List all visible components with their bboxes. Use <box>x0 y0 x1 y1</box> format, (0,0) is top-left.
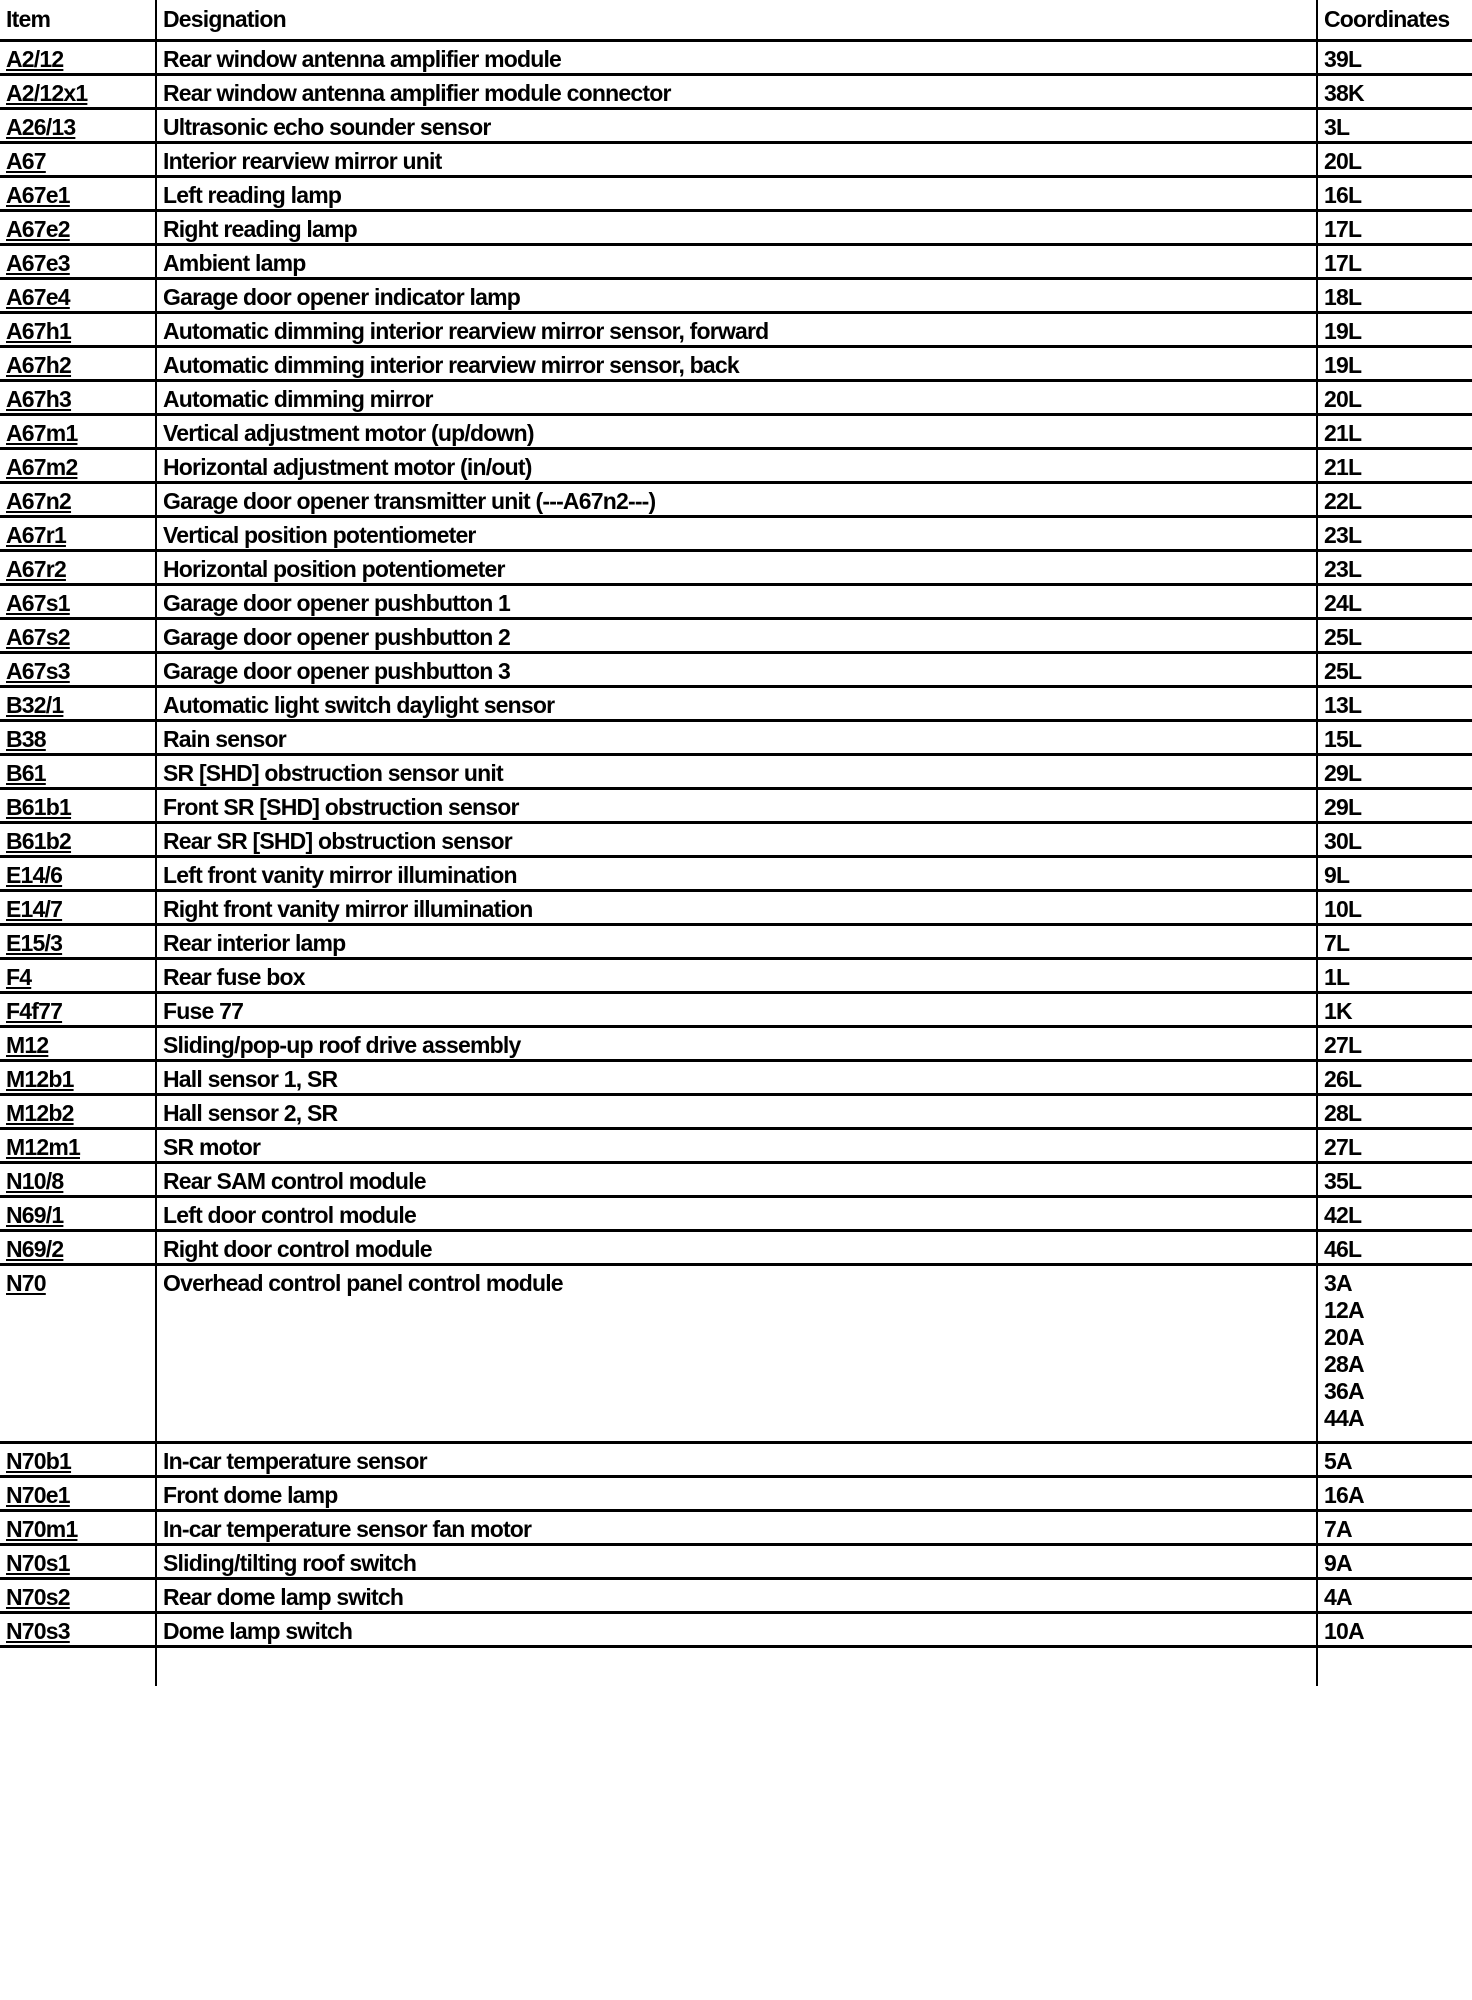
designation-cell: Overhead control panel control module <box>156 1264 1317 1442</box>
designation-cell: Garage door opener indicator lamp <box>156 278 1317 312</box>
coordinates-cell <box>1317 754 1472 788</box>
coordinate-value: 25L <box>1324 657 1362 684</box>
coordinate-value: 26L <box>1324 1065 1362 1092</box>
coordinates-cell <box>1317 890 1472 924</box>
table-row <box>0 890 1472 924</box>
coordinate-value: 7L <box>1324 929 1350 956</box>
designation-cell: Rear dome lamp switch <box>156 1578 1317 1612</box>
coordinate-value: 16A <box>1324 1481 1364 1508</box>
table-row <box>0 550 1472 584</box>
coordinates-cell <box>1317 1510 1472 1544</box>
table-row <box>0 720 1472 754</box>
item-cell <box>0 40 156 74</box>
table-row <box>0 652 1472 686</box>
coordinate-value: 27L <box>1324 1031 1362 1058</box>
coordinate-value: 15L <box>1324 725 1362 752</box>
item-link[interactable]: A26/13 <box>6 113 76 140</box>
coordinates-cell <box>1317 1578 1472 1612</box>
coordinate-value: 39L <box>1324 45 1362 72</box>
coordinates-cell <box>1317 1264 1472 1442</box>
item-link[interactable]: B38 <box>6 725 46 752</box>
item-link[interactable]: A67r2 <box>6 555 66 582</box>
coordinates-cell <box>1317 1128 1472 1162</box>
item-cell <box>0 244 156 278</box>
item-cell <box>0 992 156 1026</box>
table-row <box>0 278 1472 312</box>
item-cell <box>0 720 156 754</box>
item-link[interactable]: A67e3 <box>6 249 70 276</box>
coordinate-value: 17L <box>1324 249 1362 276</box>
item-link[interactable]: M12b1 <box>6 1065 74 1092</box>
coordinates-cell <box>1317 686 1472 720</box>
designation-cell: Automatic dimming interior rearview mirror sensor, back <box>156 346 1317 380</box>
table-row <box>0 414 1472 448</box>
table-row <box>0 1578 1472 1612</box>
item-cell <box>0 1442 156 1476</box>
table-row <box>0 1442 1472 1476</box>
designation-cell: Vertical adjustment motor (up/down) <box>156 414 1317 448</box>
item-link[interactable]: A67h1 <box>6 317 72 344</box>
coordinates-cell <box>1317 1612 1472 1646</box>
coordinate-value: 12A <box>1324 1296 1364 1323</box>
item-link[interactable]: N10/8 <box>6 1167 64 1194</box>
table-row <box>0 176 1472 210</box>
item-cell <box>0 210 156 244</box>
item-link[interactable]: N70m1 <box>6 1515 78 1542</box>
item-link[interactable]: E15/3 <box>6 929 63 956</box>
designation-cell: Ultrasonic echo sounder sensor <box>156 108 1317 142</box>
coordinates-cell <box>1317 176 1472 210</box>
item-cell <box>0 278 156 312</box>
coordinate-value: 44A <box>1324 1404 1364 1431</box>
item-cell <box>0 312 156 346</box>
designation-cell: Front dome lamp <box>156 1476 1317 1510</box>
item-link[interactable]: A67s3 <box>6 657 70 684</box>
item-link[interactable]: A67r1 <box>6 521 66 548</box>
table-row <box>0 1060 1472 1094</box>
designation-cell: Rear interior lamp <box>156 924 1317 958</box>
designation-cell: SR [SHD] obstruction sensor unit <box>156 754 1317 788</box>
designation-cell: Horizontal position potentiometer <box>156 550 1317 584</box>
designation-cell: Fuse 77 <box>156 992 1317 1026</box>
designation-cell: Rain sensor <box>156 720 1317 754</box>
coordinates-cell <box>1317 1230 1472 1264</box>
item-link[interactable]: A67e4 <box>6 283 70 310</box>
coordinate-value: 17L <box>1324 215 1362 242</box>
coordinate-value: 21L <box>1324 419 1362 446</box>
item-cell <box>0 142 156 176</box>
coordinate-value: 28L <box>1324 1099 1362 1126</box>
coordinate-value: 20L <box>1324 147 1362 174</box>
item-cell <box>0 346 156 380</box>
item-cell <box>0 1162 156 1196</box>
table-row <box>0 1094 1472 1128</box>
coordinate-value: 3A <box>1324 1269 1352 1296</box>
designation-cell: Rear fuse box <box>156 958 1317 992</box>
coordinate-value: 18L <box>1324 283 1362 310</box>
item-link[interactable]: N70b1 <box>6 1447 72 1474</box>
item-cell <box>0 74 156 108</box>
coordinate-value: 10A <box>1324 1617 1364 1644</box>
item-link[interactable]: M12 <box>6 1031 49 1058</box>
coordinate-value: 1K <box>1324 997 1352 1024</box>
item-cell <box>0 754 156 788</box>
table-row <box>0 1510 1472 1544</box>
coordinates-cell <box>1317 210 1472 244</box>
designation-cell: Right door control module <box>156 1230 1317 1264</box>
designation-cell: Ambient lamp <box>156 244 1317 278</box>
designation-cell: Rear SR [SHD] obstruction sensor <box>156 822 1317 856</box>
coordinate-value: 46L <box>1324 1235 1362 1262</box>
empty-cell <box>0 1646 156 1686</box>
coordinate-value: 30L <box>1324 827 1362 854</box>
item-cell <box>0 1510 156 1544</box>
item-link[interactable]: M12b2 <box>6 1099 74 1126</box>
item-cell <box>0 1230 156 1264</box>
item-cell <box>0 686 156 720</box>
item-cell <box>0 176 156 210</box>
coordinates-column-header: Coordinates <box>1317 0 1472 40</box>
coordinate-value: 21L <box>1324 453 1362 480</box>
coordinate-value: 10L <box>1324 895 1362 922</box>
item-cell <box>0 1196 156 1230</box>
designation-cell: In-car temperature sensor fan motor <box>156 1510 1317 1544</box>
designation-cell: Vertical position potentiometer <box>156 516 1317 550</box>
table-row <box>0 618 1472 652</box>
item-cell <box>0 890 156 924</box>
table-row <box>0 1162 1472 1196</box>
item-cell <box>0 788 156 822</box>
designation-cell: Garage door opener transmitter unit (---A67n2---) <box>156 482 1317 516</box>
table-body <box>0 40 1472 1686</box>
designation-cell: Left front vanity mirror illumination <box>156 856 1317 890</box>
empty-row <box>0 1646 1472 1686</box>
item-link[interactable]: A67e2 <box>6 215 70 242</box>
designation-cell: Rear window antenna amplifier module connector <box>156 74 1317 108</box>
item-cell <box>0 652 156 686</box>
coordinates-cell <box>1317 992 1472 1026</box>
table-row <box>0 448 1472 482</box>
empty-cell <box>156 1646 1317 1686</box>
item-cell <box>0 924 156 958</box>
coordinate-value: 24L <box>1324 589 1362 616</box>
item-link[interactable]: F4 <box>6 963 32 990</box>
table-row <box>0 788 1472 822</box>
designation-cell: Garage door opener pushbutton 1 <box>156 584 1317 618</box>
coordinate-value: 35L <box>1324 1167 1362 1194</box>
table-row <box>0 822 1472 856</box>
item-cell <box>0 618 156 652</box>
item-cell <box>0 1128 156 1162</box>
coordinates-cell <box>1317 1060 1472 1094</box>
item-link[interactable]: N70s2 <box>6 1583 70 1610</box>
item-cell <box>0 1476 156 1510</box>
item-link[interactable]: M12m1 <box>6 1133 80 1160</box>
item-cell <box>0 414 156 448</box>
table-row <box>0 74 1472 108</box>
coordinate-value: 23L <box>1324 521 1362 548</box>
table-row <box>0 1544 1472 1578</box>
table-row <box>0 1476 1472 1510</box>
item-link[interactable]: A2/12x1 <box>6 79 88 106</box>
designation-cell: Rear SAM control module <box>156 1162 1317 1196</box>
coordinates-cell <box>1317 278 1472 312</box>
coordinate-value: 29L <box>1324 759 1362 786</box>
designation-cell: Garage door opener pushbutton 2 <box>156 618 1317 652</box>
coordinates-cell <box>1317 958 1472 992</box>
item-link[interactable]: A67m2 <box>6 453 78 480</box>
item-link[interactable]: A67 <box>6 147 46 174</box>
coordinate-value: 23L <box>1324 555 1362 582</box>
coordinate-value: 27L <box>1324 1133 1362 1160</box>
table-row <box>0 40 1472 74</box>
coordinates-cell <box>1317 414 1472 448</box>
designation-column-header: Designation <box>156 0 1317 40</box>
item-cell <box>0 1264 156 1442</box>
item-link[interactable]: A67s1 <box>6 589 70 616</box>
item-cell <box>0 1094 156 1128</box>
item-link[interactable]: A67s2 <box>6 623 70 650</box>
coordinates-cell <box>1317 550 1472 584</box>
table-row <box>0 210 1472 244</box>
item-link[interactable]: A67e1 <box>6 181 70 208</box>
coordinate-value: 19L <box>1324 317 1362 344</box>
coordinate-value: 5A <box>1324 1447 1352 1474</box>
designation-cell: Right front vanity mirror illumination <box>156 890 1317 924</box>
coordinate-value: 36A <box>1324 1377 1364 1404</box>
table-row <box>0 516 1472 550</box>
item-link[interactable]: N70s1 <box>6 1549 70 1576</box>
designation-cell: Hall sensor 1, SR <box>156 1060 1317 1094</box>
item-cell <box>0 1060 156 1094</box>
designation-cell: Sliding/tilting roof switch <box>156 1544 1317 1578</box>
coordinate-value: 9A <box>1324 1549 1352 1576</box>
item-link[interactable]: B61b2 <box>6 827 72 854</box>
item-cell <box>0 856 156 890</box>
item-cell <box>0 1578 156 1612</box>
coordinate-value: 19L <box>1324 351 1362 378</box>
designation-cell: Right reading lamp <box>156 210 1317 244</box>
coordinates-cell <box>1317 346 1472 380</box>
coordinate-value: 4A <box>1324 1583 1352 1610</box>
item-link[interactable]: F4f77 <box>6 997 63 1024</box>
item-link[interactable]: A67n2 <box>6 487 72 514</box>
coordinate-value: 9L <box>1324 861 1350 888</box>
item-link[interactable]: A67h2 <box>6 351 72 378</box>
designation-cell: Automatic dimming interior rearview mirror sensor, forward <box>156 312 1317 346</box>
coordinate-value: 28A <box>1324 1350 1364 1377</box>
coordinates-cell <box>1317 380 1472 414</box>
coordinate-value: 38K <box>1324 79 1364 106</box>
table-row <box>0 142 1472 176</box>
item-link[interactable]: B61 <box>6 759 46 786</box>
item-cell <box>0 550 156 584</box>
coordinate-value: 22L <box>1324 487 1362 514</box>
designation-cell: Dome lamp switch <box>156 1612 1317 1646</box>
item-link[interactable]: N69/1 <box>6 1201 64 1228</box>
coordinate-value: 7A <box>1324 1515 1352 1542</box>
coordinate-value: 3L <box>1324 113 1350 140</box>
coordinate-value: 13L <box>1324 691 1362 718</box>
designation-cell: Left reading lamp <box>156 176 1317 210</box>
item-cell <box>0 1026 156 1060</box>
coordinates-cell <box>1317 448 1472 482</box>
table-row <box>0 1128 1472 1162</box>
coordinates-cell <box>1317 516 1472 550</box>
table-row <box>0 958 1472 992</box>
item-cell <box>0 1612 156 1646</box>
table-row <box>0 1196 1472 1230</box>
item-link[interactable]: B61b1 <box>6 793 72 820</box>
designation-cell: Hall sensor 2, SR <box>156 1094 1317 1128</box>
table-row <box>0 1026 1472 1060</box>
item-column-header: Item <box>0 0 156 40</box>
designation-cell: Horizontal adjustment motor (in/out) <box>156 448 1317 482</box>
item-link[interactable]: N70 <box>6 1269 46 1296</box>
coordinates-cell <box>1317 1196 1472 1230</box>
coordinates-cell <box>1317 618 1472 652</box>
item-cell <box>0 584 156 618</box>
item-link[interactable]: E14/6 <box>6 861 63 888</box>
table-row <box>0 584 1472 618</box>
coordinates-cell <box>1317 720 1472 754</box>
coordinates-cell <box>1317 1026 1472 1060</box>
designation-cell: Rear window antenna amplifier module <box>156 40 1317 74</box>
coordinates-cell <box>1317 244 1472 278</box>
designation-cell: Front SR [SHD] obstruction sensor <box>156 788 1317 822</box>
item-cell <box>0 482 156 516</box>
item-link[interactable]: B32/1 <box>6 691 64 718</box>
coordinates-cell <box>1317 1544 1472 1578</box>
coordinates-cell <box>1317 74 1472 108</box>
table-row <box>0 108 1472 142</box>
designation-cell: In-car temperature sensor <box>156 1442 1317 1476</box>
item-link[interactable]: A67h3 <box>6 385 72 412</box>
coordinates-cell <box>1317 1476 1472 1510</box>
item-cell <box>0 958 156 992</box>
table-row <box>0 1264 1472 1442</box>
table-row <box>0 244 1472 278</box>
coordinate-value: 25L <box>1324 623 1362 650</box>
item-link[interactable]: A67m1 <box>6 419 78 446</box>
table-row <box>0 1230 1472 1264</box>
designation-cell: Automatic light switch daylight sensor <box>156 686 1317 720</box>
coordinate-value: 20L <box>1324 385 1362 412</box>
coordinate-value: 1L <box>1324 963 1350 990</box>
item-cell <box>0 108 156 142</box>
designation-cell: Interior rearview mirror unit <box>156 142 1317 176</box>
table-row <box>0 924 1472 958</box>
table-row <box>0 856 1472 890</box>
coordinates-cell <box>1317 652 1472 686</box>
table-row <box>0 312 1472 346</box>
coordinate-value: 20A <box>1324 1323 1364 1350</box>
header-row <box>0 0 1472 40</box>
coordinates-cell <box>1317 142 1472 176</box>
table-row <box>0 380 1472 414</box>
coordinates-cell <box>1317 788 1472 822</box>
coordinates-cell <box>1317 1162 1472 1196</box>
coordinates-cell <box>1317 108 1472 142</box>
table-row <box>0 1612 1472 1646</box>
item-cell <box>0 516 156 550</box>
coordinates-cell <box>1317 856 1472 890</box>
designation-cell: Left door control module <box>156 1196 1317 1230</box>
item-link[interactable]: N70e1 <box>6 1481 70 1508</box>
table-row <box>0 346 1472 380</box>
coordinate-value: 29L <box>1324 793 1362 820</box>
table-row <box>0 992 1472 1026</box>
item-cell <box>0 448 156 482</box>
table-row <box>0 686 1472 720</box>
coordinates-cell <box>1317 822 1472 856</box>
coordinate-value: 42L <box>1324 1201 1362 1228</box>
item-cell <box>0 380 156 414</box>
coordinates-cell <box>1317 312 1472 346</box>
coordinate-value: 16L <box>1324 181 1362 208</box>
table-row <box>0 482 1472 516</box>
coordinates-cell <box>1317 584 1472 618</box>
item-link[interactable]: N69/2 <box>6 1235 64 1262</box>
designation-cell: Automatic dimming mirror <box>156 380 1317 414</box>
item-link[interactable]: A2/12 <box>6 45 64 72</box>
designation-cell: Garage door opener pushbutton 3 <box>156 652 1317 686</box>
coordinates-cell <box>1317 1094 1472 1128</box>
item-cell <box>0 822 156 856</box>
coordinates-cell <box>1317 40 1472 74</box>
coordinates-cell <box>1317 482 1472 516</box>
table-row <box>0 754 1472 788</box>
item-link[interactable]: E14/7 <box>6 895 63 922</box>
coordinates-cell <box>1317 1442 1472 1476</box>
item-cell <box>0 1544 156 1578</box>
item-link[interactable]: N70s3 <box>6 1617 70 1644</box>
designation-cell: SR motor <box>156 1128 1317 1162</box>
empty-cell <box>1317 1646 1472 1686</box>
coordinates-cell <box>1317 924 1472 958</box>
designation-cell: Sliding/pop-up roof drive assembly <box>156 1026 1317 1060</box>
